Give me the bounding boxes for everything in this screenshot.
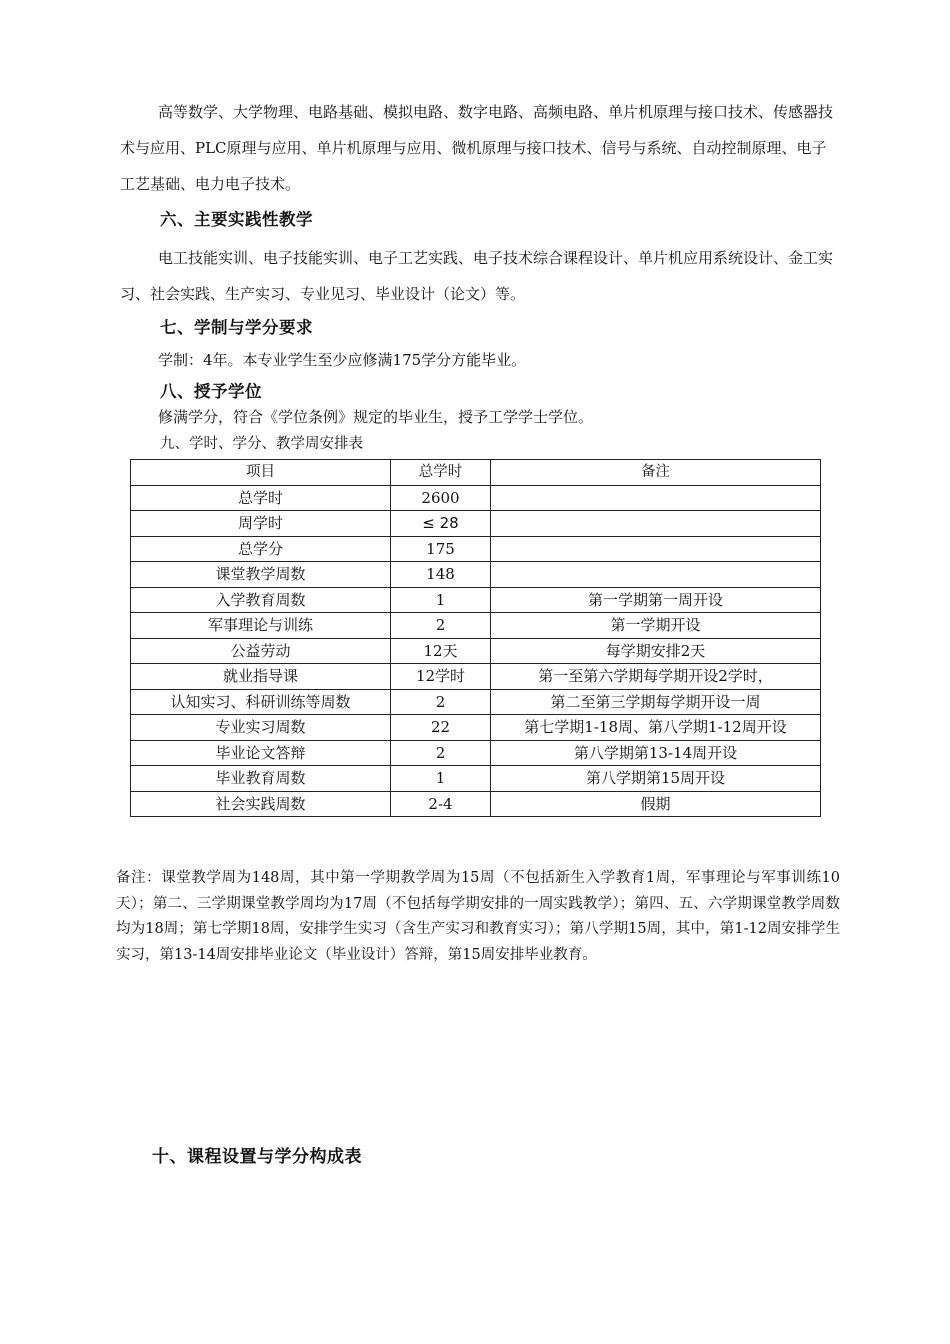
table-cell: 1 — [391, 587, 491, 613]
table-row — [131, 791, 821, 817]
table-cell: 周学时 — [131, 511, 391, 537]
table-cell — [491, 536, 821, 562]
table-caption: 九、学时、学分、教学周安排表 — [160, 436, 363, 452]
table-cell: 课堂教学周数 — [131, 562, 391, 588]
table-cell: 2600 — [391, 485, 491, 511]
table-row — [131, 613, 821, 639]
table-row — [131, 511, 821, 537]
table-cell: 毕业论文答辩 — [131, 740, 391, 766]
table-cell: 第一至第六学期每学期开设2学时， — [491, 664, 821, 690]
header-total-hours: 总学时 — [391, 460, 491, 486]
header-remarks: 备注 — [491, 460, 821, 486]
section6-heading: 六、主要实践性教学 — [160, 210, 313, 229]
section8-heading: 八、授予学位 — [160, 382, 262, 401]
table-cell: 第八学期第13-14周开设 — [491, 740, 821, 766]
table-cell: 第一学期第一周开设 — [491, 587, 821, 613]
table-cell: 军事理论与训练 — [131, 613, 391, 639]
table-row — [131, 740, 821, 766]
table-cell: 每学期安排2天 — [491, 638, 821, 664]
table-cell: 第一学期开设 — [491, 613, 821, 639]
table-cell: 第八学期第15周开设 — [491, 766, 821, 792]
table-cell — [491, 562, 821, 588]
table-cell: 1 — [391, 766, 491, 792]
table-cell: 第二至第三学期每学期开设一周 — [491, 689, 821, 715]
table-row — [131, 638, 821, 664]
table-cell: 入学教育周数 — [131, 587, 391, 613]
courses-paragraph: 高等数学、大学物理、电路基础、模拟电路、数字电路、高频电路、单片机原理与接口技术、传感器技术与应用、PLC原理与应用、单片机原理与应用、微机原理与接口技术、信号与系统、自动控制原理、电子工艺基础、电力电子技术。 — [120, 103, 834, 193]
table-row — [131, 536, 821, 562]
table-cell: ≤ 28 — [391, 511, 491, 537]
table-cell: 2-4 — [391, 791, 491, 817]
table-cell: 2 — [391, 740, 491, 766]
table-cell: 社会实践周数 — [131, 791, 391, 817]
table-cell: 12天 — [391, 638, 491, 664]
table-cell — [491, 485, 821, 511]
table-cell: 认知实习、科研训练等周数 — [131, 689, 391, 715]
table-cell: 就业指导课 — [131, 664, 391, 690]
table-row — [131, 587, 821, 613]
section7-heading: 七、学制与学分要求 — [160, 318, 313, 337]
table-row — [131, 664, 821, 690]
schedule-table — [130, 459, 821, 817]
table-cell: 总学分 — [131, 536, 391, 562]
table-cell: 12学时 — [391, 664, 491, 690]
table-row — [131, 689, 821, 715]
table-cell: 175 — [391, 536, 491, 562]
footnote: 备注：课堂教学周为148周，其中第一学期教学周为15周（不包括新生入学教育1周，军事理论与军事训练10天）；第二、三学期课堂教学周均为17周（不包括每学期安排的一周实践教学）；第四、五、六学期课堂教学周数均为18周；第七学期18周，安排学生实习（含生产实习和教育实习）；第八学期15周，其中，第1-12周安排学生实习，第13-14周安排毕业论文（毕业设计）答辩，第15周安排毕业教育。 — [116, 870, 840, 963]
table-header-row — [131, 460, 821, 486]
table-cell: 毕业教育周数 — [131, 766, 391, 792]
table-cell: 专业实习周数 — [131, 715, 391, 741]
table-cell: 2 — [391, 689, 491, 715]
header-item: 项目 — [131, 460, 391, 486]
table-cell: 假期 — [491, 791, 821, 817]
table-row — [131, 562, 821, 588]
table-cell: 第七学期1-18周、第八学期1-12周开设 — [491, 715, 821, 741]
table-cell — [491, 511, 821, 537]
section10-heading: 十、课程设置与学分构成表 — [152, 1147, 362, 1167]
table-row — [131, 766, 821, 792]
table-cell: 22 — [391, 715, 491, 741]
table-cell: 总学时 — [131, 485, 391, 511]
table-cell: 公益劳动 — [131, 638, 391, 664]
section7-body: 学制：4年。本专业学生至少应修满175学分方能毕业。 — [158, 351, 527, 369]
table-cell: 2 — [391, 613, 491, 639]
section6-body: 电工技能实训、电子技能实训、电子工艺实践、电子技术综合课程设计、单片机应用系统设计、金工实习、社会实践、生产实习、专业见习、毕业设计（论文）等。 — [120, 249, 834, 303]
section8-body: 修满学分，符合《学位条例》规定的毕业生，授予工学学士学位。 — [158, 408, 594, 426]
table-row — [131, 485, 821, 511]
table-row — [131, 715, 821, 741]
table-cell: 148 — [391, 562, 491, 588]
